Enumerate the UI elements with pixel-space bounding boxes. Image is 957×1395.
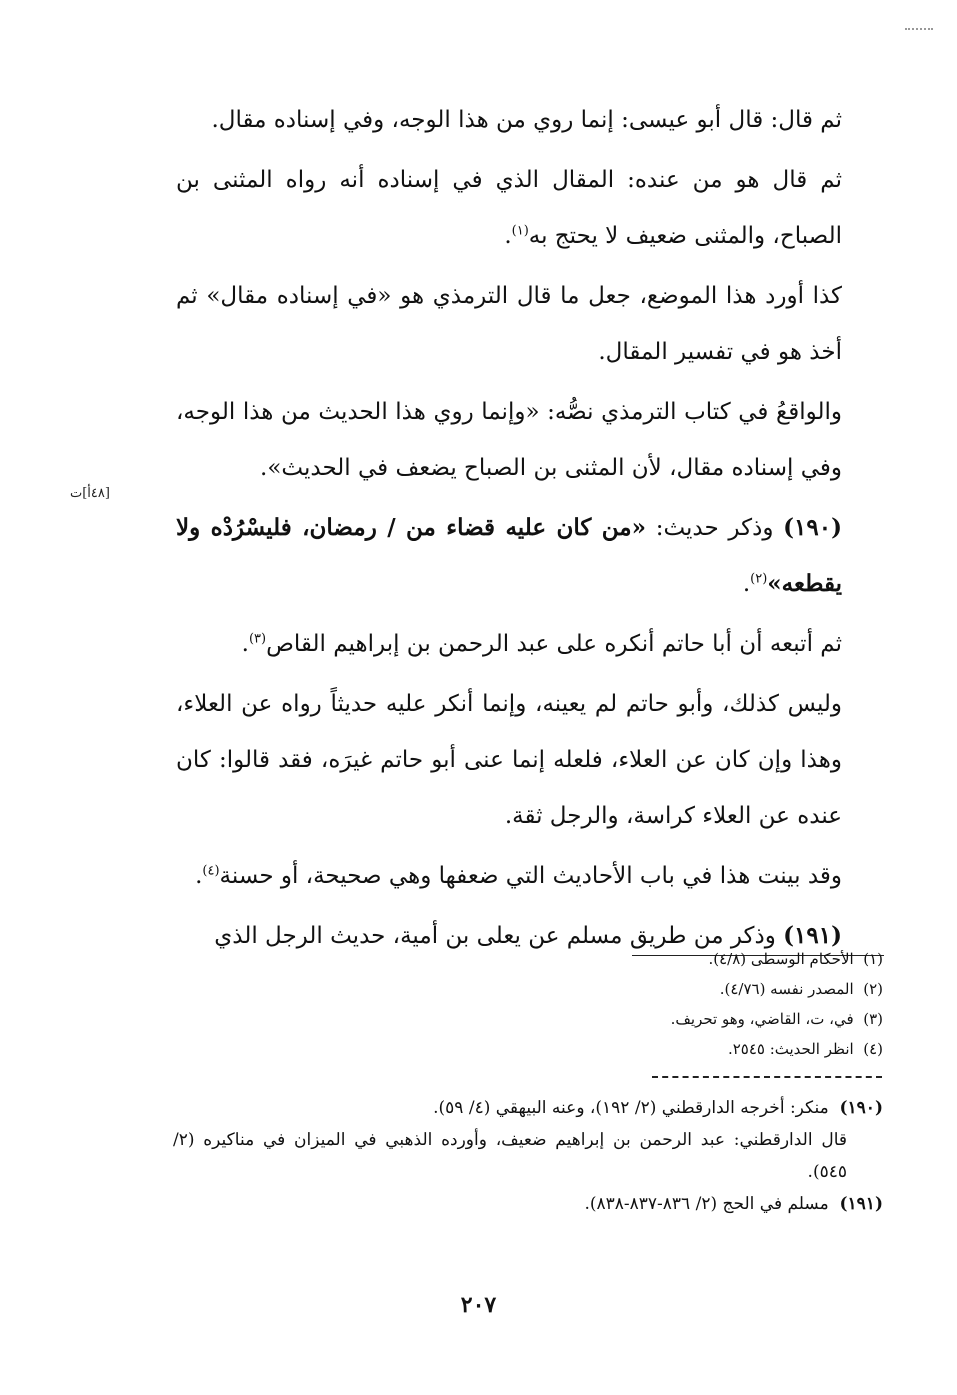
hadith-note-190-detail: قال الدارقطني: عبد الرحمن بن إبراهيم ضعيف، وأورده الذهبي في الميزان في مناكيره (٢/ ٥٤٥).	[173, 1130, 847, 1182]
footnote-ref[interactable]: (١)	[511, 223, 529, 239]
paragraph-1: ثم قال: قال أبو عيسى: إنما روي من هذا الوجه، وفي إسناده مقال.	[211, 107, 842, 133]
paragraph-4: والواقعُ في كتاب الترمذي نصُّه: «وإنما روي هذا الحديث من هذا الوجه، وفي إسناده مقال، لأن المثنى بن الصباح يضعف في الحديث».	[176, 399, 842, 481]
footnote-item: (٤) انظر الحديث: ٢٥٤٥.	[727, 1040, 883, 1058]
hadith-notes	[173, 1092, 883, 1220]
hadith-number: (١٩٠)	[783, 514, 842, 541]
footnote-ref[interactable]: (٢)	[750, 571, 768, 587]
page-number: ٢٠٧	[460, 1292, 497, 1318]
hadith-190: (١٩٠) وذكر حديث: «من كان عليه قضاء من / رمضان، فليسْرُدْه ولا يقطعه»$^{(٢)}$.	[176, 514, 842, 597]
hadith-note-190: (١٩٠) منكر: أخرجه الدارقطني (٢/ ١٩٢)، وعنه البيهقي (٤/ ٥٩).	[433, 1098, 883, 1118]
footnote-item: (٣) في، ت، القاضي، وهو تحريف.	[670, 1010, 883, 1028]
footnote-item: (١) الأحكام الوسطى (٤/٨).	[708, 950, 883, 968]
hadith-number: (١٩١)	[783, 922, 842, 949]
footnote-ref[interactable]: (٣)	[248, 631, 267, 647]
paragraph-6: ثم أتبعه أن أبا حاتم أنكره على عبد الرحمن بن إبراهيم القاص$^{(٣)}$.	[241, 631, 842, 657]
footnote-item: (٢) المصدر نفسه (٤/٧٦).	[719, 980, 883, 998]
hadith-text: «من كان عليه قضاء من / رمضان، فليسْرُدْه ولا يقطعه»	[176, 514, 842, 597]
footnotes	[217, 944, 883, 1064]
hadith-191: (١٩١) وذكر من طريق مسلم عن يعلى بن أمية، حديث الرجل الذي	[214, 922, 842, 949]
paragraph-7: وليس كذلك، وأبو حاتم لم يعينه، وإنما أنكر عليه حديثاً رواه عن العلاء، وهذا وإن كان عن العلاء، فلعله إنما عنى أبو حاتم غيرَه، فقد قالوا: كان عنده عن العلاء كراسة، والرجل ثقة.	[176, 691, 842, 829]
footnote-ref[interactable]: (٤)	[202, 863, 220, 879]
paragraph-2: ثم قال هو من عنده: المقال الذي في إسناده أنه رواه المثنى بن الصباح، والمثنى ضعيف لا يحتج به$^{(١)}$.	[176, 167, 842, 249]
paragraph-8: وقد بينت هذا في باب الأحاديث التي ضعفها وهي صحيحة، أو حسنة$^{(٤)}$.	[195, 863, 842, 889]
hadith-note-191: (١٩١) مسلم في الحج (٢/ ٨٣٦-٨٣٧-٨٣٨).	[584, 1194, 883, 1214]
scan-mark	[905, 28, 933, 48]
dashed-divider	[652, 1076, 882, 1078]
manuscript-folio-note: [٤٨أ]ت	[70, 486, 110, 501]
paragraph-3: كذا أورد هذا الموضع، جعل ما قال الترمذي هو «في إسناده مقال» ثم أخذ هو في تفسير المقال.	[176, 283, 842, 365]
main-text	[176, 92, 842, 968]
